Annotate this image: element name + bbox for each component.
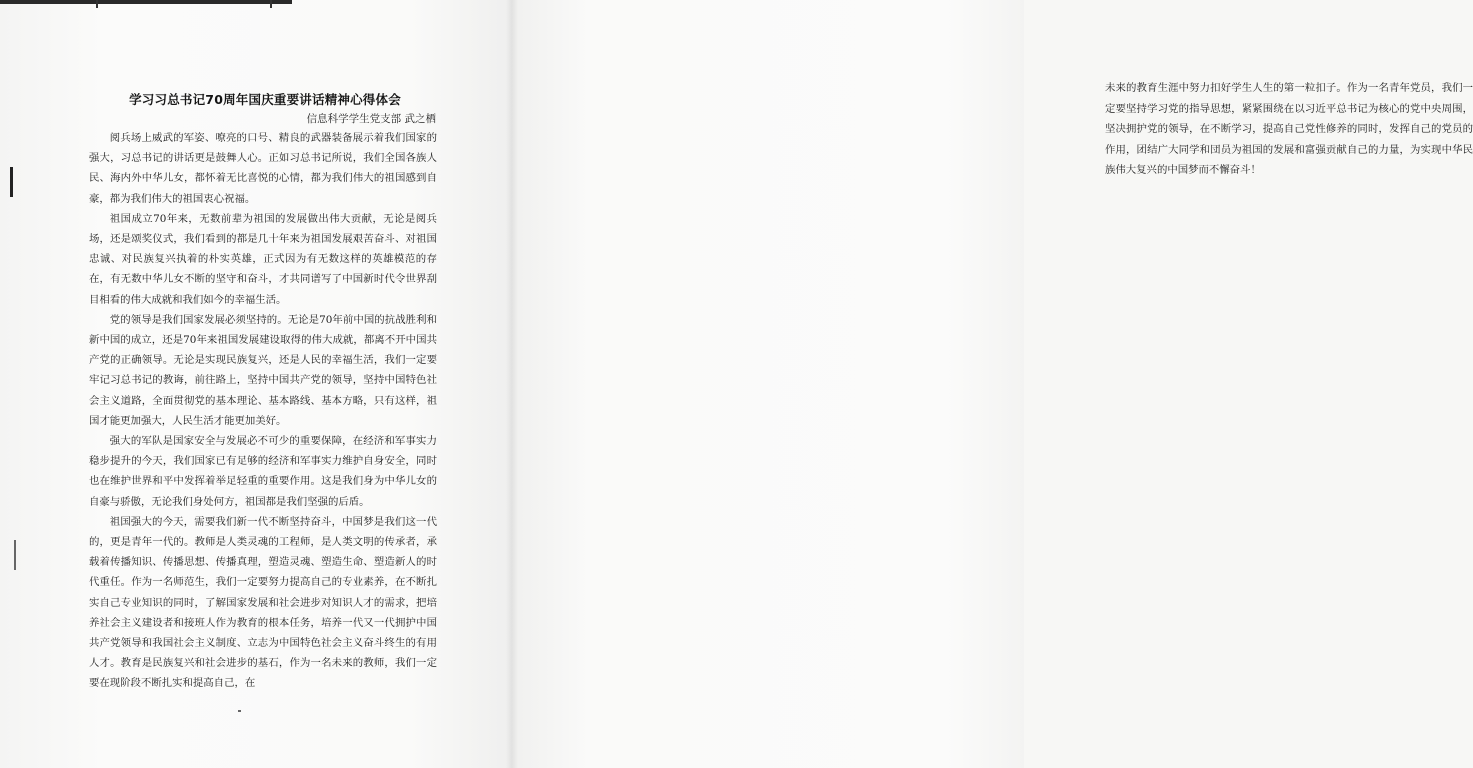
document-title: 学习习总书记70周年国庆重要讲话精神心得体会 (129, 92, 401, 107)
paragraph: 祖国强大的今天，需要我们新一代不断坚持奋斗，中国梦是我们这一代的，更是青年一代的。教师是人类灵魂的工程师，是人类文明的传承者，承载着传播知识、传播思想、传播真理，塑造灵魂、塑造生命、塑造新人的时代重任。作为一名师范生，我们一定要努力提高自己的专业素养，在不断扎实自己专业知识的同时，了解国家发展和社会进步对知识人才的需求，把培养社会主义建设者和接班人作为教育的根本任务，培养一代又一代拥护中国共产党领导和我国社会主义制度、立志为中国特色社会主义奋斗终生的有用人才。教育是民族复兴和社会进步的基石，作为一名未来的教师，我们一定要在现阶段不断扎实和提高自己，在 (89, 515, 437, 690)
left-page-body (89, 128, 437, 694)
paragraph: 党的领导是我们国家发展必须坚持的。无论是70年前中国的抗战胜利和新中国的成立，还是70年来祖国发展建设取得的伟大成就，都离不开中国共产党的正确领导。无论是实现民族复兴，还是人民的幸福生活，我们一定要牢记习总书记的教诲，前往路上，坚持中国共产党的领导，坚持中国特色社会主义道路，全面贯彻党的基本理论、基本路线、基本方略，只有这样，祖国才能更加强大，人民生活才能更加美好。 (89, 313, 437, 427)
paragraph: 阅兵场上威武的军姿、嘹亮的口号、精良的武器装备展示着我们国家的强大，习总书记的讲话更是鼓舞人心。正如习总书记所说，我们全国各族人民、海内外中华儿女，都怀着无比喜悦的心情，都为我们伟大的祖国感到自豪，都为我们伟大的祖国衷心祝福。 (89, 132, 437, 205)
document-byline: 信息科学学生党支部 武之栖 (306, 113, 436, 125)
right-page (512, 0, 1473, 768)
paragraph: 未来的教育生涯中努力扣好学生人生的第一粒扣子。作为一名青年党员，我们一定要坚持学习党的指导思想，紧紧围绕在以习近平总书记为核心的党中央周围，坚决拥护党的领导，在不断学习，提高自己党性修养的同时，发挥自己的党员的作用，团结广大同学和団员为祖国的发展和富强贡献自己的力量，为实现中华民族伟大复兴的中国梦而不懈奋斗！ (1105, 82, 1473, 176)
margin-mark (14, 540, 16, 570)
binding-strip (0, 0, 292, 4)
page-gutter (506, 0, 518, 768)
margin-mark (10, 167, 13, 197)
paragraph: 祖国成立70年来，无数前辈为祖国的发展做出伟大贡献，无论是阅兵场，还是颂奖仪式，我们看到的都是几十年来为祖国发展艰苦奋斗、对祖国忠诚、对民族复兴执着的朴实英雄，正式因为有无数这样的英雄模范的存在，有无数中华儿女不断的坚守和奋斗，才共同谱写了中国新时代令世界刮目相看的伟大成就和我们如今的幸福生活。 (89, 212, 437, 306)
scan-speck (238, 710, 241, 712)
binding-notch (96, 0, 98, 8)
left-page (0, 0, 512, 768)
paragraph: 强大的军队是国家安全与发展必不可少的重要保障，在经济和军事实力稳步提升的今天，我们国家已有足够的经济和军事实力维护自身安全，同时也在维护世界和平中发挥着举足轻重的重要作用。这是我们身为中华儿女的自豪与骄傲，无论我们身处何方，祖国都是我们坚强的后盾。 (89, 435, 437, 508)
right-page-body (1105, 78, 1473, 181)
binding-notch (270, 0, 272, 8)
